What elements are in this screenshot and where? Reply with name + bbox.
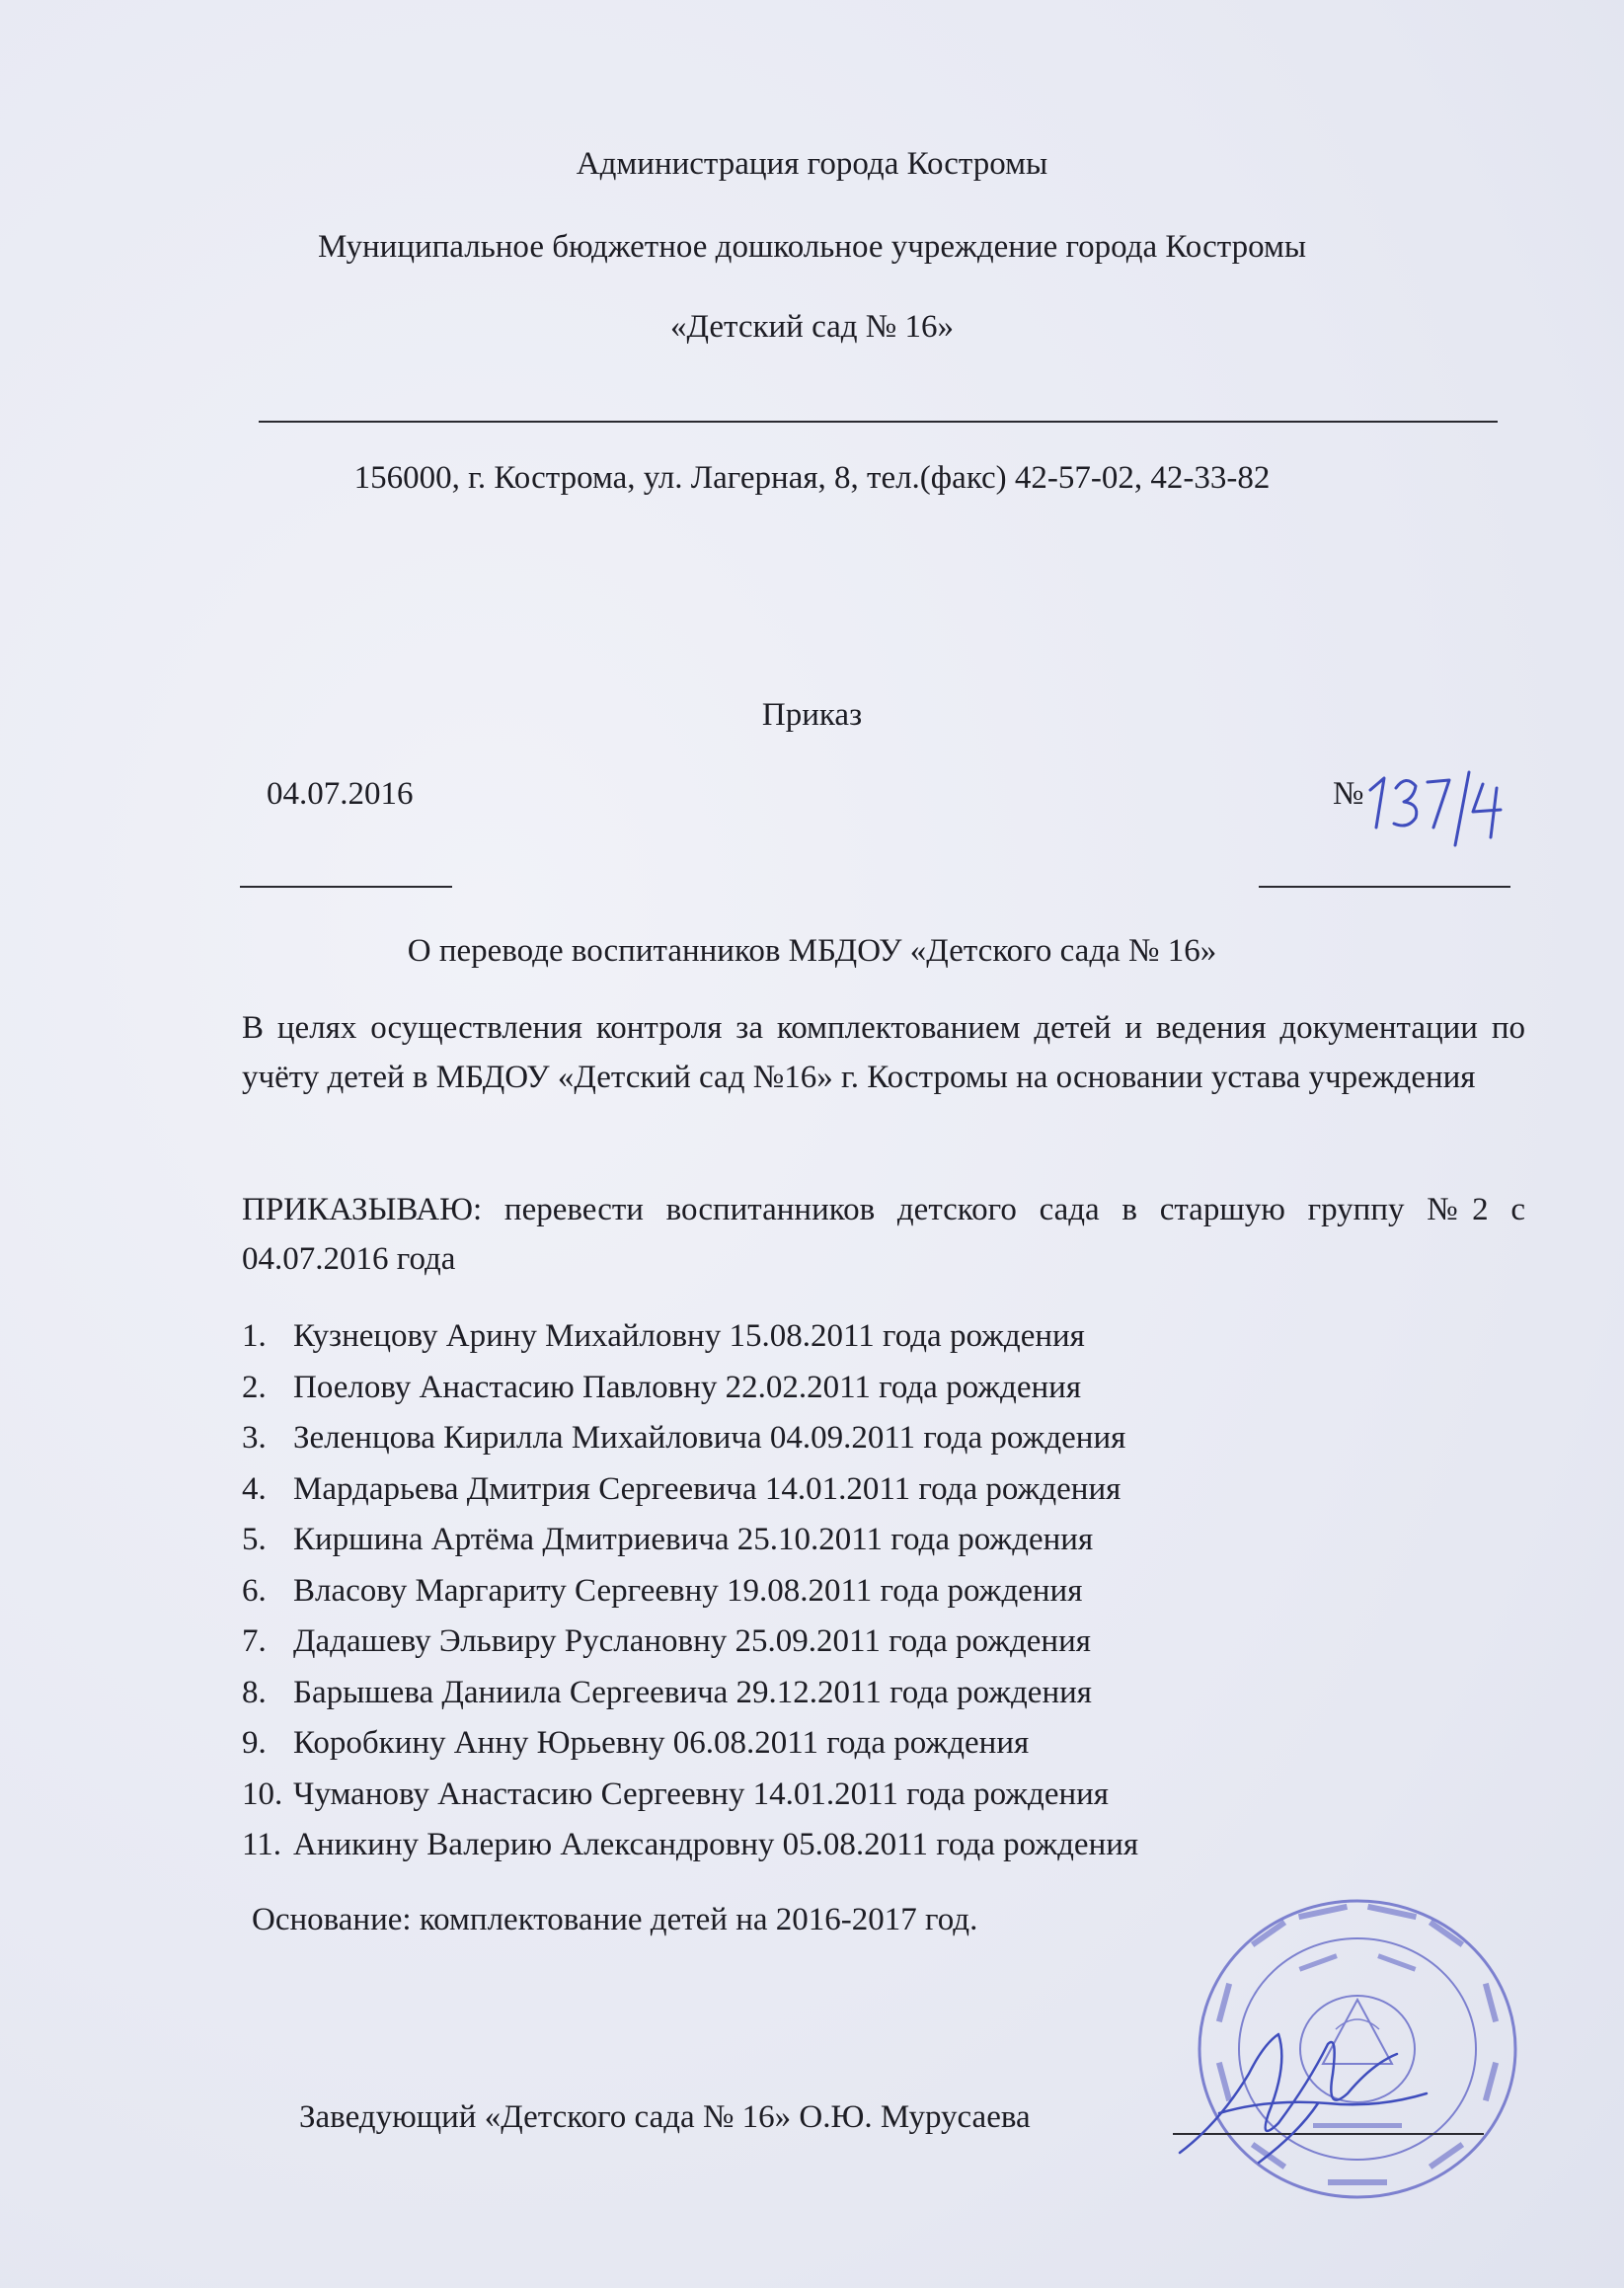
handwritten-order-number bbox=[1362, 760, 1535, 854]
header-divider bbox=[259, 421, 1498, 423]
date-underline bbox=[240, 886, 452, 888]
list-item-number: 9. bbox=[242, 1725, 267, 1761]
order-basis: Основание: комплектование детей на 2016-2017 год. bbox=[252, 1902, 978, 1937]
order-title: Приказ bbox=[761, 697, 863, 733]
org-address: 156000, г. Кострома, ул. Лагерная, 8, тел.(факс) 42-57-02, 42-33-82 bbox=[353, 460, 1271, 496]
order-number-label: № bbox=[1333, 776, 1364, 812]
list-item-number: 10. bbox=[242, 1775, 283, 1812]
org-city-administration: Администрация города Костромы bbox=[576, 146, 1048, 182]
directive-paragraph bbox=[242, 1185, 1525, 1284]
list-item bbox=[242, 1718, 1138, 1770]
list-item-number: 1. bbox=[242, 1318, 267, 1354]
order-subject: О переводе воспитанников МБДОУ «Детского сада № 16» bbox=[407, 933, 1217, 969]
list-item bbox=[242, 1363, 1138, 1414]
list-item-number: 2. bbox=[242, 1369, 267, 1405]
list-item bbox=[242, 1820, 1138, 1871]
list-item bbox=[242, 1668, 1138, 1719]
list-item-text: Чуманову Анастасию Сергеевну 14.01.2011 года рождения bbox=[293, 1775, 1109, 1812]
list-item bbox=[242, 1566, 1138, 1617]
list-item-number: 8. bbox=[242, 1674, 267, 1710]
list-item-text: Власову Маргариту Сергеевну 19.08.2011 года рождения bbox=[293, 1572, 1083, 1609]
list-item bbox=[242, 1311, 1138, 1363]
list-item-number: 3. bbox=[242, 1420, 267, 1456]
list-item-number: 6. bbox=[242, 1572, 267, 1609]
preamble-paragraph bbox=[242, 1003, 1525, 1102]
list-item-text: Дадашеву Эльвиру Руслановну 25.09.2011 года рождения bbox=[293, 1623, 1091, 1659]
org-short-name: «Детский сад № 16» bbox=[669, 309, 955, 345]
list-item bbox=[242, 1770, 1138, 1821]
list-item bbox=[242, 1515, 1138, 1566]
list-item-number: 7. bbox=[242, 1623, 267, 1659]
list-item-number: 5. bbox=[242, 1522, 267, 1557]
list-item-text: Аникину Валерию Александровну 05.08.2011 года рождения bbox=[293, 1827, 1139, 1862]
list-item bbox=[242, 1413, 1138, 1464]
list-item-text: Коробкину Анну Юрьевну 06.08.2011 года рождения bbox=[293, 1725, 1030, 1761]
org-full-name: Муниципальное бюджетное дошкольное учреждение города Костромы bbox=[317, 229, 1307, 265]
list-item-number: 11. bbox=[242, 1827, 282, 1862]
list-item-number: 4. bbox=[242, 1470, 267, 1507]
directive-text: ПРИКАЗЫВАЮ: перевести воспитанников детского сада в старшую группу №2 с 04.07.2016 года bbox=[242, 1192, 1525, 1277]
list-item-text: Кузнецову Арину Михайловну 15.08.2011 года рождения bbox=[293, 1318, 1085, 1354]
order-date: 04.07.2016 bbox=[267, 776, 414, 812]
list-item bbox=[242, 1617, 1138, 1668]
list-item bbox=[242, 1464, 1138, 1516]
list-item-text: Киршина Артёма Дмитриевича 25.10.2011 года рождения bbox=[293, 1522, 1094, 1557]
preamble-text: В целях осуществления контроля за комплектованием детей и ведения документации по учёту детей в МБДОУ «Детский сад №16» г. Костромы на основании устава учреждения bbox=[242, 1010, 1525, 1095]
list-item-text: Мардарьева Дмитрия Сергеевича 14.01.2011 года рождения bbox=[293, 1470, 1121, 1507]
number-underline bbox=[1259, 886, 1510, 888]
signature-line bbox=[299, 2099, 1031, 2136]
handwritten-signature bbox=[1160, 2005, 1456, 2182]
list-item-text: Зеленцова Кирилла Михайловича 04.09.2011 года рождения bbox=[293, 1420, 1126, 1456]
children-list bbox=[242, 1311, 1138, 1871]
list-item-text: Поелову Анастасию Павловну 22.02.2011 года рождения bbox=[293, 1369, 1081, 1405]
list-item-text: Барышева Даниила Сергеевича 29.12.2011 года рождения bbox=[293, 1674, 1092, 1710]
signatory-text: Заведующий «Детского сада № 16» О.Ю. Мурусаева bbox=[299, 2099, 1031, 2135]
